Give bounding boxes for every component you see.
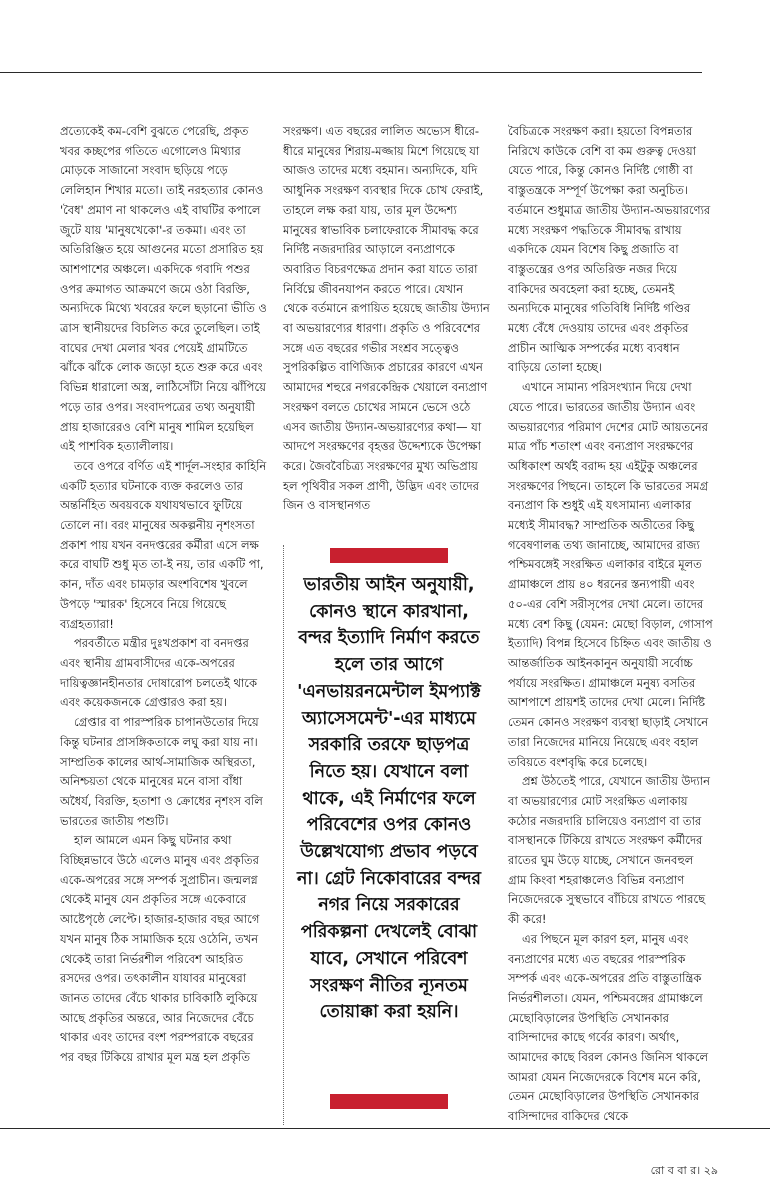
article-column-2 [283,122,490,542]
pull-quote-text: ভারতীয় আইন অনুযায়ী, কোনও স্থানে কারখানা, বন্দর ইত্যাদি নির্মাণ করতে হলে তার আগে 'এনভায়রনমেন্টাল ইমপ্যাক্ট অ্যাসেসমেন্ট'-এর মাধ্যমে সরকারি তরফে ছাড়পত্র নিতে হয়। যেখানে বলা থাকে, এই নির্মাণের ফলে পরিবেশের ওপর কোনও উল্লেখযোগ্য প্রভাব পড়বে না। গ্রেট নিকোবারের বন্দর নগর নিয়ে সরকারের পরিকল্পনা দেখলেই বোঝা যাবে, সেখানে পরিবেশ সংরক্ষণ নীতির ন্যূনতম তোয়াক্কা করা হয়নি। [296,575,482,1023]
col1-paragraph-2: তবে ওপরে বর্ণিত এই শার্দূল-সংহার কাহিনি একটি হত্যার ঘটনাকে ব্যক্ত করলেও তার অন্তর্নিহিত অবয়বকে যথাযথভাবে ফুটিয়ে তোলে না। বরং মানুষের অকল্পনীয় নৃশংসতা প্রকাশ পায় যখন বনদপ্তরের কর্মীরা এসে লক্ষ করে বাঘটি শুধু মৃত তা-ই নয়, তার একটি পা, কান, দাঁত এবং চামড়ার অংশবিশেষ খুবলে উপড়ে 'স্মারক' হিসেবে নিয়ে গিয়েছে ব্যগ্রহত্যারা! [60,458,267,631]
col3-paragraph-2: এখানে সামান্য পরিসংখ্যান দিয়ে দেখা যেতে পারে। ভারতের জাতীয় উদ্যান এবং অভয়ারণ্যের পরিমাণ দেশের মোট আয়তনের মাত্র পাঁচ শতাংশ এবং বন্যপ্রাণ সংরক্ষণের অধিকাংশ অর্থই বরাদ্দ হয় এইটুকু অঞ্চলের সংরক্ষণের পিছনে। তাহলে কি ভারতের সমগ্র বন্যপ্রাণ কি শুধুই এই যৎসামান্য এলাকার মধ্যেই সীমাবদ্ধ? সাম্প্রতিক অতীতের কিছু গবেষণালব্ধ তথ্য জানাচ্ছে, আমাদের রাজ্য পশ্চিমবঙ্গেই সংরক্ষিত এলাকার বাইরে মূলত গ্রামাঞ্চলে প্রায় ৪০ ধরনের স্তন্যপায়ী এবং ৫০-এর বেশি সরীসৃপের দেখা মেলে। তাদের মধ্যে বেশ কিছু (যেমন: মেছো বিড়াল, গোসাপ ইত্যাদি) বিপন্ন হিসেবে চিহ্নিত এবং জাতীয় ও আন্তর্জাতিক আইনকানুন অনুযায়ী সর্বোচ্চ পর্যায়ে সংরক্ষিত। গ্রামাঞ্চলে মনুষ্য বসতির আশপাশে প্রায়শই তাদের দেখা মেলে। নির্দিষ্ট তেমন কোনও সংরক্ষণ ব্যবস্থা ছাড়াই সেখানে তারা নিজেদের মানিয়ে নিয়েছে এবং বহাল তবিয়তে বংশবৃদ্ধি করে চলেছে। [508,380,713,769]
page-folio: রো ব বা র। ২৯ [650,1164,718,1177]
col1-paragraph-1: প্রত্যেকেই কম-বেশি বুঝতে পেরেছি, প্রকৃত খবর কচ্ছপের গতিতে এগোলেও মিথ্যার মোড়কে সাজানো সংবাদ ছড়িয়ে পড়ে লেলিহান শিখার মতো। তাই নরহত্যার কোনও 'বৈধ' প্রমাণ না থাকলেও এই বাঘটির কপালে জুটে যায় 'মানুষখেকো'-র তকমা। এবং তা অতিরিঞ্জিত হয়ে আগুনের মতো প্রসারিত হয় আশপাশের অঞ্চলে। একদিকে গবাদি পশুর ওপর ক্রমাগত আক্রমণে জমে ওঠা বিরক্তি, অন্যদিকে মিথ্যে খবরের ফলে ছড়ানো ভীতি ও ত্রাস স্থানীয়দের বিচলিত করে তুলেছিল। তাই বাঘের দেখা মেলার খবর পেয়েই গ্রামটিতে ঝাঁকে ঝাঁকে লোক জড়ো হতে শুরু করে এবং বিভিন্ন ধারালো অস্ত্র, লাঠিসোঁটা নিয়ে ঝাঁপিয়ে পড়ে তার ওপর। সংবাদপত্রের তথ্য অনুযায়ী প্রায় হাজারেরও বেশি মানুষ শামিল হয়েছিল এই পাশবিক হত্যালীলায়। [60,124,267,454]
pull-quote-divider [283,545,284,1125]
col3-paragraph-4: এর পিছনে মূল কারণ হল, মানুষ এবং বন্যপ্রাণের মধ্যে এত বছরের পারস্পরিক সম্পর্ক এবং একে-অপরের প্রতি বাস্তুতান্ত্রিক নির্ভরশীলতা। যেমন, পশ্চিমবঙ্গের গ্রামাঞ্চলে মেছোবিড়ালের উপস্থিতি সেখানকার বাসিন্দাদের কাছে গর্বের কারণ। অর্থাৎ, আমাদের কাছে বিরল কোনও জিনিস থাকলে আমরা যেমন নিজেদেরকে বিশেষ মনে করি, তেমন মেছোবিড়ালের উপস্থিতি সেখানকার বাসিন্দাদের বাকিদের থেকে [508,931,709,1124]
article-column-3 [508,122,713,1124]
pull-quote [296,548,482,1113]
top-rule [0,72,702,73]
article-column-1 [60,122,267,1112]
col3-paragraph-1: বৈচিত্রকে সংরক্ষণ করা। হয়তো বিপন্নতার নিরিখে কাউকে বেশি বা কম গুরুত্ব দেওয়া যেতে পারে, কিন্তু কোনও নির্দিষ্ট গোষ্ঠী বা বাস্তুতন্ত্রকে সম্পূর্ণ উপেক্ষা করা অনুচিত। বর্তমানে শুধুমাত্র জাতীয় উদ্যান-অভয়ারণ্যের মধ্যে সংরক্ষণ পদ্ধতিকে সীমাবদ্ধ রাখায় একদিকে যেমন বিশেষ কিছু প্রজাতি বা বাস্তুতন্ত্রের ওপর অতিরিক্ত নজর দিয়ে বাকিদের অবহেলা করা হচ্ছে, তেমনই অন্যদিকে মানুষের গতিবিধি নির্দিষ্ট গণ্ডির মধ্যে বেঁধে দেওয়ায় তাদের এবং প্রকৃতির প্রাচীন আত্মিক সম্পর্কের মধ্যে ব্যবধান বাড়িয়ে তোলা হচ্ছে। [508,124,711,375]
col1-paragraph-4: গ্রেপ্তার বা পারস্পরিক চাপানউতোর দিয়ে কিন্তু ঘটনার প্রাসঙ্গিকতাকে লঘু করা যায় না। সাম্প্রতিক কালের আর্থ-সামাজিক অস্থিরতা, অনিশ্চয়তা থেকে মানুষের মনে বাসা বাঁধা অধৈর্য, বিরক্তি, হতাশা ও ক্রোধের নৃশংস বলি ভারতের জাতীয় পশুটি। [60,715,263,828]
col1-paragraph-5: হাল আমলে এমন কিছু ঘটনার কথা বিচ্ছিন্নভাবে উঠে এলেও মানুষ এবং প্রকৃতির একে-অপরের সঙ্গে সম্পর্ক সুপ্রাচীন। জন্মলগ্ন থেকেই মানুষ যেন প্রকৃতির সঙ্গে একেবারে আষ্টেপৃষ্ঠে লেপ্টে। হাজার-হাজার বছর আগে যখন মানুষ ঠিক সামাজিক হয়ে ওঠেনি, তখন থেকেই তারা নির্ভরশীল পরিবেশ আহরিত রসদের ওপর। তৎকালীন যাযাবর মানুষেরা জানত তাদের বেঁচে থাকার চাবিকাঠি লুকিয়ে আছে প্রকৃতির অন্তরে, আর নিজেদের বেঁচে থাকার এবং তাদের বংশ পরম্পরাকে বছরের পর বছর টিকিয়ে রাখার মূল মন্ত্র হল প্রকৃতি [60,833,260,1065]
pull-quote-bottom-bar [330,1094,448,1109]
col2-paragraph-1: সংরক্ষণ। এত বছরের লালিত অভ্যেস ধীরে-ধীরে মানুষের শিরায়-মজ্জায় মিশে গিয়েছে যা আজও তাদের মধ্যে বহমান। অন্যদিকে, যদি আধুনিক সংরক্ষণ ব্যবস্থার দিকে চোখ ফেরাই, তাহলে লক্ষ করা যায়, তার মূল উদ্দেশ্য মানুষের স্বাভাবিক চলাফেরাকে সীমাবদ্ধ করে নির্দিষ্ট নজরদারির আড়ালে বন্যপ্রাণকে অবারিত বিচরণক্ষেত্র প্রদান করা যাতে তারা নির্বিঘ্নে জীবনযাপন করতে পারে। যেখান থেকে বর্তমানে রূপায়িত হয়েছে জাতীয় উদ্যান বা অভয়ারণ্যের ধারণা। প্রকৃতি ও পরিবেশের সঙ্গে এত বছরের গভীর সংশ্রব সত্ত্বেও সুপরিকল্পিত বাণিজ্যিক প্রচারের কারণে এখন আমাদের শহুরে নগরকেন্দ্রিক খেয়ালে বন্যপ্রাণ সংরক্ষণ বলতে চোখের সামনে ভেসে ওঠে এসব জাতীয় উদ্যান-অভয়ারণ্যের কথা— যা আদপে সংরক্ষণের বৃহত্তর উদ্দেশ্যকে উপেক্ষা করে। জৈববৈচিত্র্য সংরক্ষণের মুখ্য অভিপ্রায় হল পৃথিবীর সকল প্রাণী, উদ্ভিদ এবং তাদের জিন ও বাসস্থানগত [283,124,490,513]
col3-paragraph-3: প্রশ্ন উঠতেই পারে, যেখানে জাতীয় উদ্যান বা অভয়ারণ্যের মোট সংরক্ষিত এলাকায় কঠোর নজরদারি চালিয়েও বন্যপ্রাণ বা তার বাসস্থানকে টিকিয়ে রাখতে সংরক্ষণ কর্মীদের রাতের ঘুম উড়ে যাচ্ছে, সেখানে জনবহুল গ্রাম কিংবা শহরাঞ্চলেও বিভিন্ন বন্যপ্রাণ নিজেদেরকে সুস্থভাবে বাঁচিয়ে রাখতে পারছে কী করে! [508,774,710,927]
bottom-rule [0,1128,770,1129]
col1-paragraph-3: পরবর্তীতে মন্ত্রীর দুঃখপ্রকাশ বা বনদপ্তর এবং স্থানীয় গ্রামবাসীদের একে-অপরের দায়িত্বজ্ঞানহীনতার দোষারোপ চলতেই থাকে এবং কয়েকজনকে গ্রেপ্তারও করা হয়। [60,636,257,710]
pull-quote-top-bar [330,548,448,563]
